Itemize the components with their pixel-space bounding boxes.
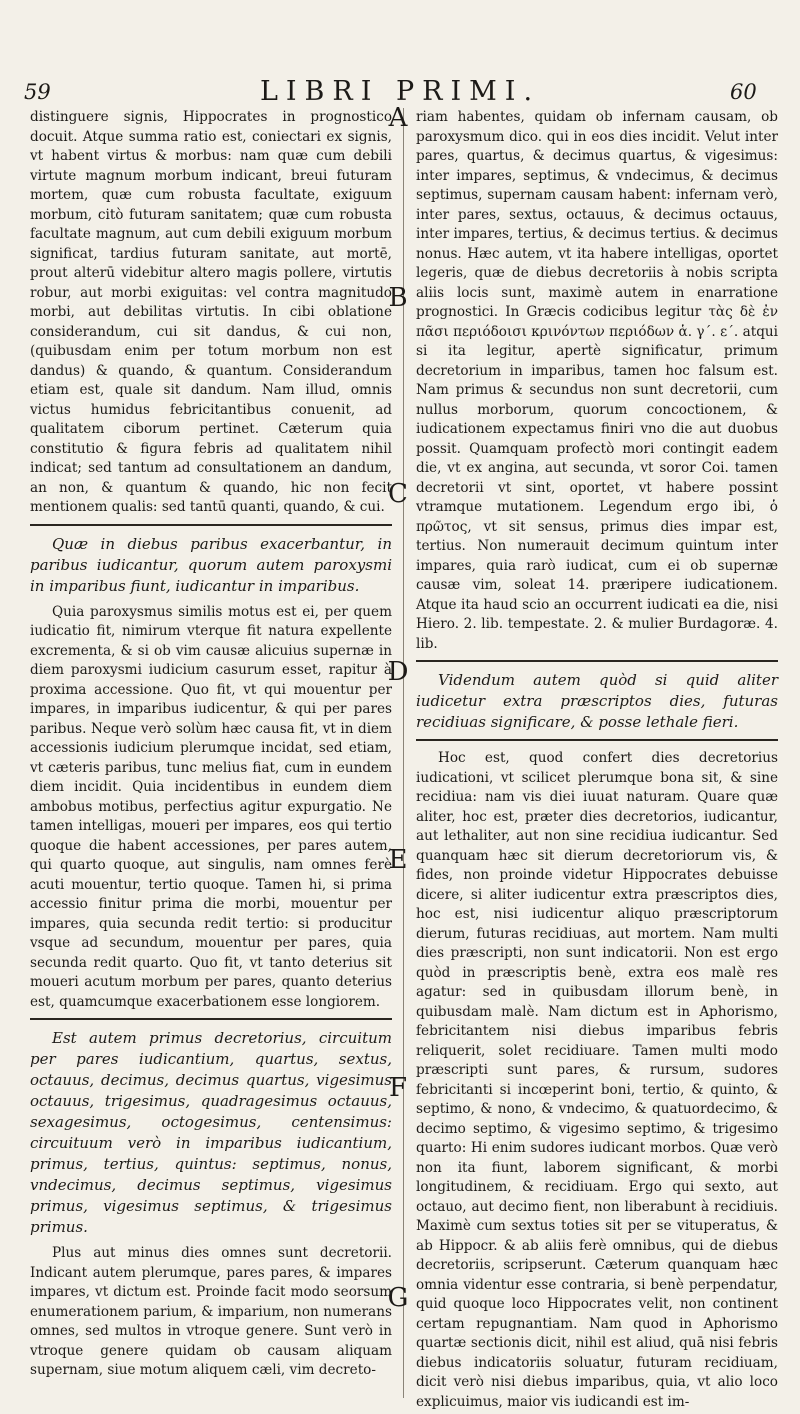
page-number-right: 60: [730, 80, 757, 104]
margin-letter-f: F: [388, 1073, 408, 1103]
lemma-heading: Quæ in diebus paribus exacerbantur, in paribus iudicantur, quorum autem paroxysmi in imparibus fiunt, iudicantur in imparibus.: [30, 534, 392, 595]
page-number-left: 59: [24, 80, 51, 104]
lemma-heading: Est autem primus decretorius, circuitum per pares iudicantium, quartus, sextus, octauus, decimus, decimus quartus, vigesimus octauus, trigesimus, quadragesimus octauus, sexagesimus, octogesimus, centensimus: circuituum verò in imparibus iudicantium, primus, tertius, quintus: septimus, nonus, vndecimus, decimus septimus, vigesimus primus, vigesimus septimus, & trigesimus primus.: [30, 1029, 392, 1236]
margin-letter-e: E: [388, 845, 408, 875]
section-rule: [30, 1018, 392, 1020]
paragraph: Hoc est, quod confert dies decretorius iudicationi, vt scilicet plerumque bona sit, & sine recidiua: nam vis diei iuuat naturam. Quare quæ aliter, hoc est, præter dies decretorios, iudicantur, aut lethaliter, aut non sine recidiua iudicantur. Sed quanquam hæc sit dierum decretoriorum vis, & fides, non proinde videtur Hippocrates debuisse dicere, si aliter iudicentur extra præscriptos dies, hoc est, nisi iudicentur aliquo præscriptorum dierum, futuras recidiuas, aut mortem. Nam multi dies præscripti, non sunt indicatorii. Non est ergo quòd in præscriptis benè, extra eos malè res agatur: sed in quibusdam illorum benè, in quibusdam malè. Nam dictum est in Aphorismo, febricitantem nisi diebus imparibus febris reliquerit, solet recidiuare. Tamen multi modo præscripti sunt pares, & rursum, sudores febricitanti si incœperint boni, tertio, & quinto, & septimo, & nono, & vndecimo, & quatuordecimo, & decimo septimo, & vigesimo septimo, & trigesimo quarto: Hi enim sudores iudicant morbos. Quæ verò non ita fiunt, laborem significant, & morbi longitudinem, & recidiuam. Ergo qui sexto, aut octauo, aut decimo fient, non liberabunt à recidiuis. Maximè cum sextus toties sit per se vituperatus, & ab Hippocr. & ab aliis ferè omnibus, qui de diebus decretoriis, scripserunt. Cæterum quanquam hæc omnia videntur esse contraria, si benè perpendatur, quid quoque loco Hippocrates velit, non continent certam repugnantiam. Nam quod in Aphorismo quartæ sectionis dicit, nihil est aliud, quā nisi febris diebus indicatoriis soluatur, futuram recidiuam, dicit verò nisi diebus imparibus, quia, vt alio loco explicuimus, maior vis iudicandi est im-: [416, 750, 778, 1410]
margin-letter-g: G: [387, 1283, 409, 1313]
paragraph: distinguere signis, Hippocrates in prognostico docuit. Atque summa ratio est, coniectari ex signis, vt habent virtus & morbus: nam quæ cum debili virtute magnum morbum indicant, breui futuram mortem, quæ cum robusta facultate, exiguum morbum, citò futuram sanitatem; quæ cum robusta facultate magnum, aut cum debili exiguum morbum significat, tardius futuram sanitate, aut mortē, prout alterū videbitur altero magis pollere, virtutis robur, aut morbi exiguitas: vel contra magnitudo morbi, aut debilitas virtutis. In cibi oblatione considerandum, cui sit dandus, & cui non, (quibusdam enim per totum morbum non est dandus) & quando, & quantum. Considerandum etiam est, quale sit dandum. Nam illud, omnis victus humidus febricitantibus conuenit, ad qualitatem ciborum pertinet. Cæterum quia constitutio & figura febris ad qualitatem nihil indicat; sed tantum ad consultationem an dandum, an non, & quantum & quando, hic non fecit mentionem qualis: sed tantū quanti, quando, & cui.: [30, 109, 392, 515]
section-rule: [30, 524, 392, 526]
lemma-heading: Videndum autem quòd si quid aliter iudicetur extra præscriptos dies, futuras recidiuas significare, & posse lethale fieri.: [416, 671, 778, 731]
right-column: [416, 108, 778, 1412]
margin-letter-b: B: [388, 283, 408, 313]
margin-letter-c: C: [388, 479, 408, 509]
margin-letter-d: D: [387, 657, 409, 687]
running-title: LIBRI PRIMI.: [259, 76, 541, 107]
paragraph: Quia paroxysmus similis motus est ei, per quem iudicatio fit, nimirum vterque fit natura expellente excrementa, & si ob vim causæ alicuius supernæ in diem paroxysmi iudicium casurum esset, rapitur à proxima accessione. Quo fit, vt qui mouentur per impares, in imparibus iudicentur, & qui per pares paribus. Neque verò solùm hæc causa fit, vt in diem accessionis iudicium plerumque incidat, sed etiam, vt cæteris paribus, tunc melius fiat, cum in eundem diem incidit. Quia incidentibus in eundem diem ambobus motibus, perfectius agitur expurgatio. Ne tamen intelligas, moueri per impares, eos qui tertio quoque die habent accessiones, per pares autem, qui quarto quoque, aut singulis, nam omnes ferè acuti mouentur, tertio quoque. Tamen hi, si prima accessio finitur prima die morbi, mouentur per impares, quia secunda redit tertio: si producitur vsque ad secundum, mouentur per pares, quia secunda redit quarto. Quo fit, vt tanto deterius sit moueri acutum morbum per pares, quanto deterius est, quamcumque exacerbationem esse longiorem.: [30, 603, 392, 1010]
section-rule: [416, 739, 778, 741]
left-column: [30, 108, 392, 1381]
margin-letter-a: A: [388, 103, 408, 133]
section-rule: [416, 660, 778, 662]
paragraph: riam habentes, quidam ob infernam causam, ob paroxysmum dico. qui in eos dies incidit. Velut inter pares, quartus, & decimus quartus, & vigesimus: inter impares, septimus, & vndecimus, & decimus septimus, supernam causam habent: infernam verò, inter pares, sextus, octauus, & decimus octauus, inter impares, tertius, & decimus tertius. & decimus nonus. Hæc autem, vt ita habere intelligas, oportet legeris, quæ de diebus decretoriis à nobis scripta aliis locis sunt, maximè autem in enarratione prognostici. In Græcis codicibus legitur τὰς δὲ ἐν πᾶσι περιόδοισι κρινόντων περιόδων ἁ. γ΄. ε΄. atqui si ita legitur, apertè significatur, primum decretorium in imparibus, tamen hoc falsum est. Nam primus & secundus non sunt decretorii, cum nullus morborum, quorum concoctionem, & iudicationem expectamus finiri vno die aut duobus possit. Quamquam profectò mori contingit eadem die, vt ex angina, aut secunda, vt soror Coi. tamen decretorii vt sint, oportet, vt habere possint vtramque mutationem. Legendum ergo ibi, ὁ πρῶτος, vt sit sensus, primus dies impar est, tertius. Non numerauit decimum quintum inter impares, quia rarò iudicat, cum ei ob supernæ causæ vim, soleat 14. præripere iudicationem. Atque ita haud scio an occurrent iudicati ea die, nisi Hiero. 2. lib. tempestate. 2. & mulier Burdagoræ. 4. lib.: [416, 109, 778, 652]
paragraph: Plus aut minus dies omnes sunt decretorii. Indicant autem plerumque, pares pares, & impares impares, vt dictum est. Proinde facit modo seorsum enumerationem parium, & imparium, non numerans omnes, sed multos in vtroque genere. Sunt verò in vtroque genere quidam ob causam aliquam supernam, siue motum aliquem cæli, vim decreto-: [30, 1245, 392, 1378]
